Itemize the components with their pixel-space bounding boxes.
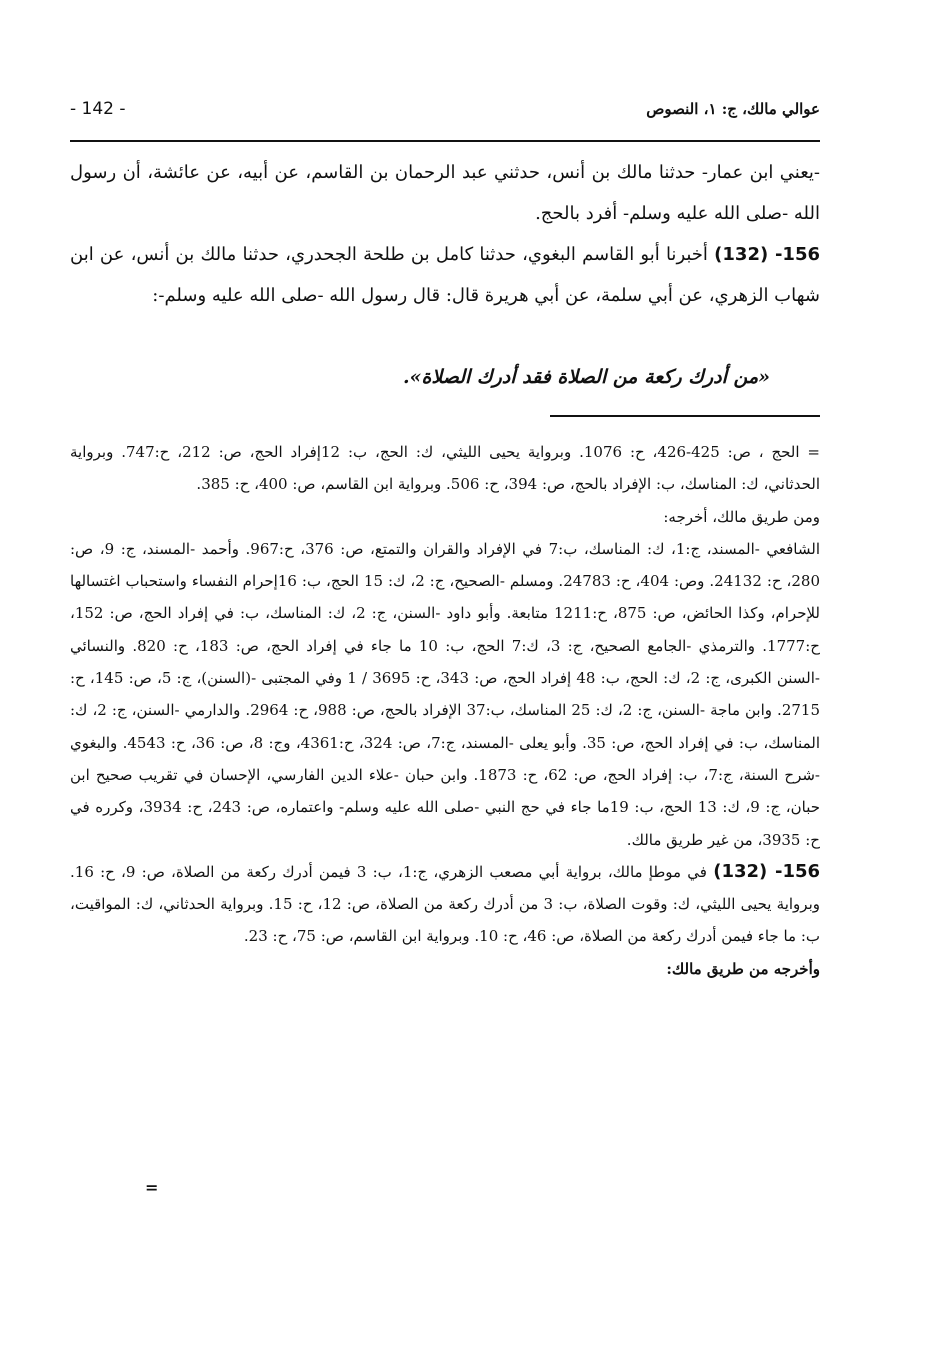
hadith-number: 156- (132) [714, 244, 820, 265]
header-rule [70, 140, 820, 142]
footnote-4-text: في موطإ مالك، برواية أبي مصعب الزهري، ج:1، ب: 3 فيمن أدرك ركعة من الصلاة، ص: 9، ح: 16. وبرواية يحيى الليثي، ك: وقوت الصلاة، ب: 3 من أدرك ركعة من الصلاة، ص: 12، ح: 15. وبرواية الحدثاني، ك: المواقيت، ب: ما جاء فيمن أدرك ركعة من الصلاة، ص: 46، ح: 10. وبرواية ابن القاسم، ص: 75، ح: 23. [70, 862, 820, 946]
hadith-quote: «من أدرك ركعة من الصلاة فقد أدرك الصلاة». [402, 366, 770, 388]
running-title: عوالي مالك، ج: ١، النصوص [646, 100, 820, 118]
footnote-1: = الحج ، ص: 425-426، ح: 1076. وبرواية يحيى الليثي، ك: الحج، ب: 12إفراد الحج، ص: 212، ح:747. وبرواية الحدثاني، ك: المناسك، ب: الإفراد بالحج، ص: 394، ح: 506. وبرواية ابن القاسم، ص: 400، ح: 385. [70, 443, 820, 494]
footnote-rule [550, 415, 820, 417]
footnote-2: ومن طريق مالك، أخرجه: [663, 507, 820, 526]
page-header [70, 92, 820, 126]
footnotes [70, 436, 820, 985]
footnote-5: وأخرجه من طريق مالك: [666, 959, 820, 978]
main-paragraph-1: -يعني ابن عمار- حدثنا مالك بن أنس، حدثني عبد الرحمان بن القاسم، عن أبيه، عن عائشة، أن رسول الله -صلى الله عليه وسلم- أفرد بالحج. [70, 162, 820, 224]
footnote-4 [70, 856, 820, 953]
footnote-hadith-number: 156- (132) [713, 860, 821, 882]
continuation-mark: = [145, 1178, 159, 1197]
main-paragraph-2 [70, 234, 820, 316]
hadith-chain: أخبرنا أبو القاسم البغوي، حدثنا كامل بن طلحة الجحدري، حدثنا مالك بن أنس، عن ابن شهاب الزهري، عن أبي سلمة، عن أبي هريرة قال: قال رسول الله -صلى الله عليه وسلم-: [70, 244, 820, 306]
page-number: - 142 - [70, 99, 126, 119]
footnote-3: الشافعي -المسند، ج:1، ك: المناسك، ب:7 في الإفراد والقران والتمتع، ص: 376، ح:967. وأحمد -المسند، ج: 9، ص: 280، ح: 24132. وص: 404، ح: 24783. ومسلم -الصحيح، ج: 2، ك: 15 الحج، ب: 16إحرام النفساء واستحباب اغتسالها للإحرام، وكذا الحائض، ص: 875، ح:1211 متابعة. وأبو داود -السنن، ج: 2، ك: المناسك، ب: في إفراد الحج، ص: 152، ح:1777. والترمذي -الجامع الصحيح، ج: 3، ك:7 الحج، ب: 10 ما جاء في إفراد الحج، ص: 183، ح: 820. والنسائي -السنن الكبرى، ج: 2، ك: الحج، ب: 48 إفراد الحج، ص: 343، ح: 3695 / 1 وفي المجتبى -(السنن)، ج: 5، ص: 145، ح: 2715. وابن ماجة -السنن، ج: 2، ك: 25 المناسك، ب:37 الإفراد بالحج، ص: 988، ح: 2964. والدارمي -السنن، ج: 2، ك: المناسك، ب: في إفراد الحج، ص: 35. وأبو يعلى -المسند، ج:7، ص: 324، ح:4361، وج: 8، ص: 36، ح: 4543. والبغوي -شرح السنة، ج:7، ب: إفراد الحج، ص: 62، ح: 1873. وابن حبان -علاء الدين الفارسي، الإحسان في تقريب صحيح ابن حبان، ج: 9، ك: 13 الحج، ب: 19ما جاء في حج النبي -صلى الله عليه وسلم- واعتماره، ص: 243، ح: 3934، وكرره في ح: 3935، من غير طريق مالك. [70, 539, 820, 849]
main-text [70, 152, 820, 316]
